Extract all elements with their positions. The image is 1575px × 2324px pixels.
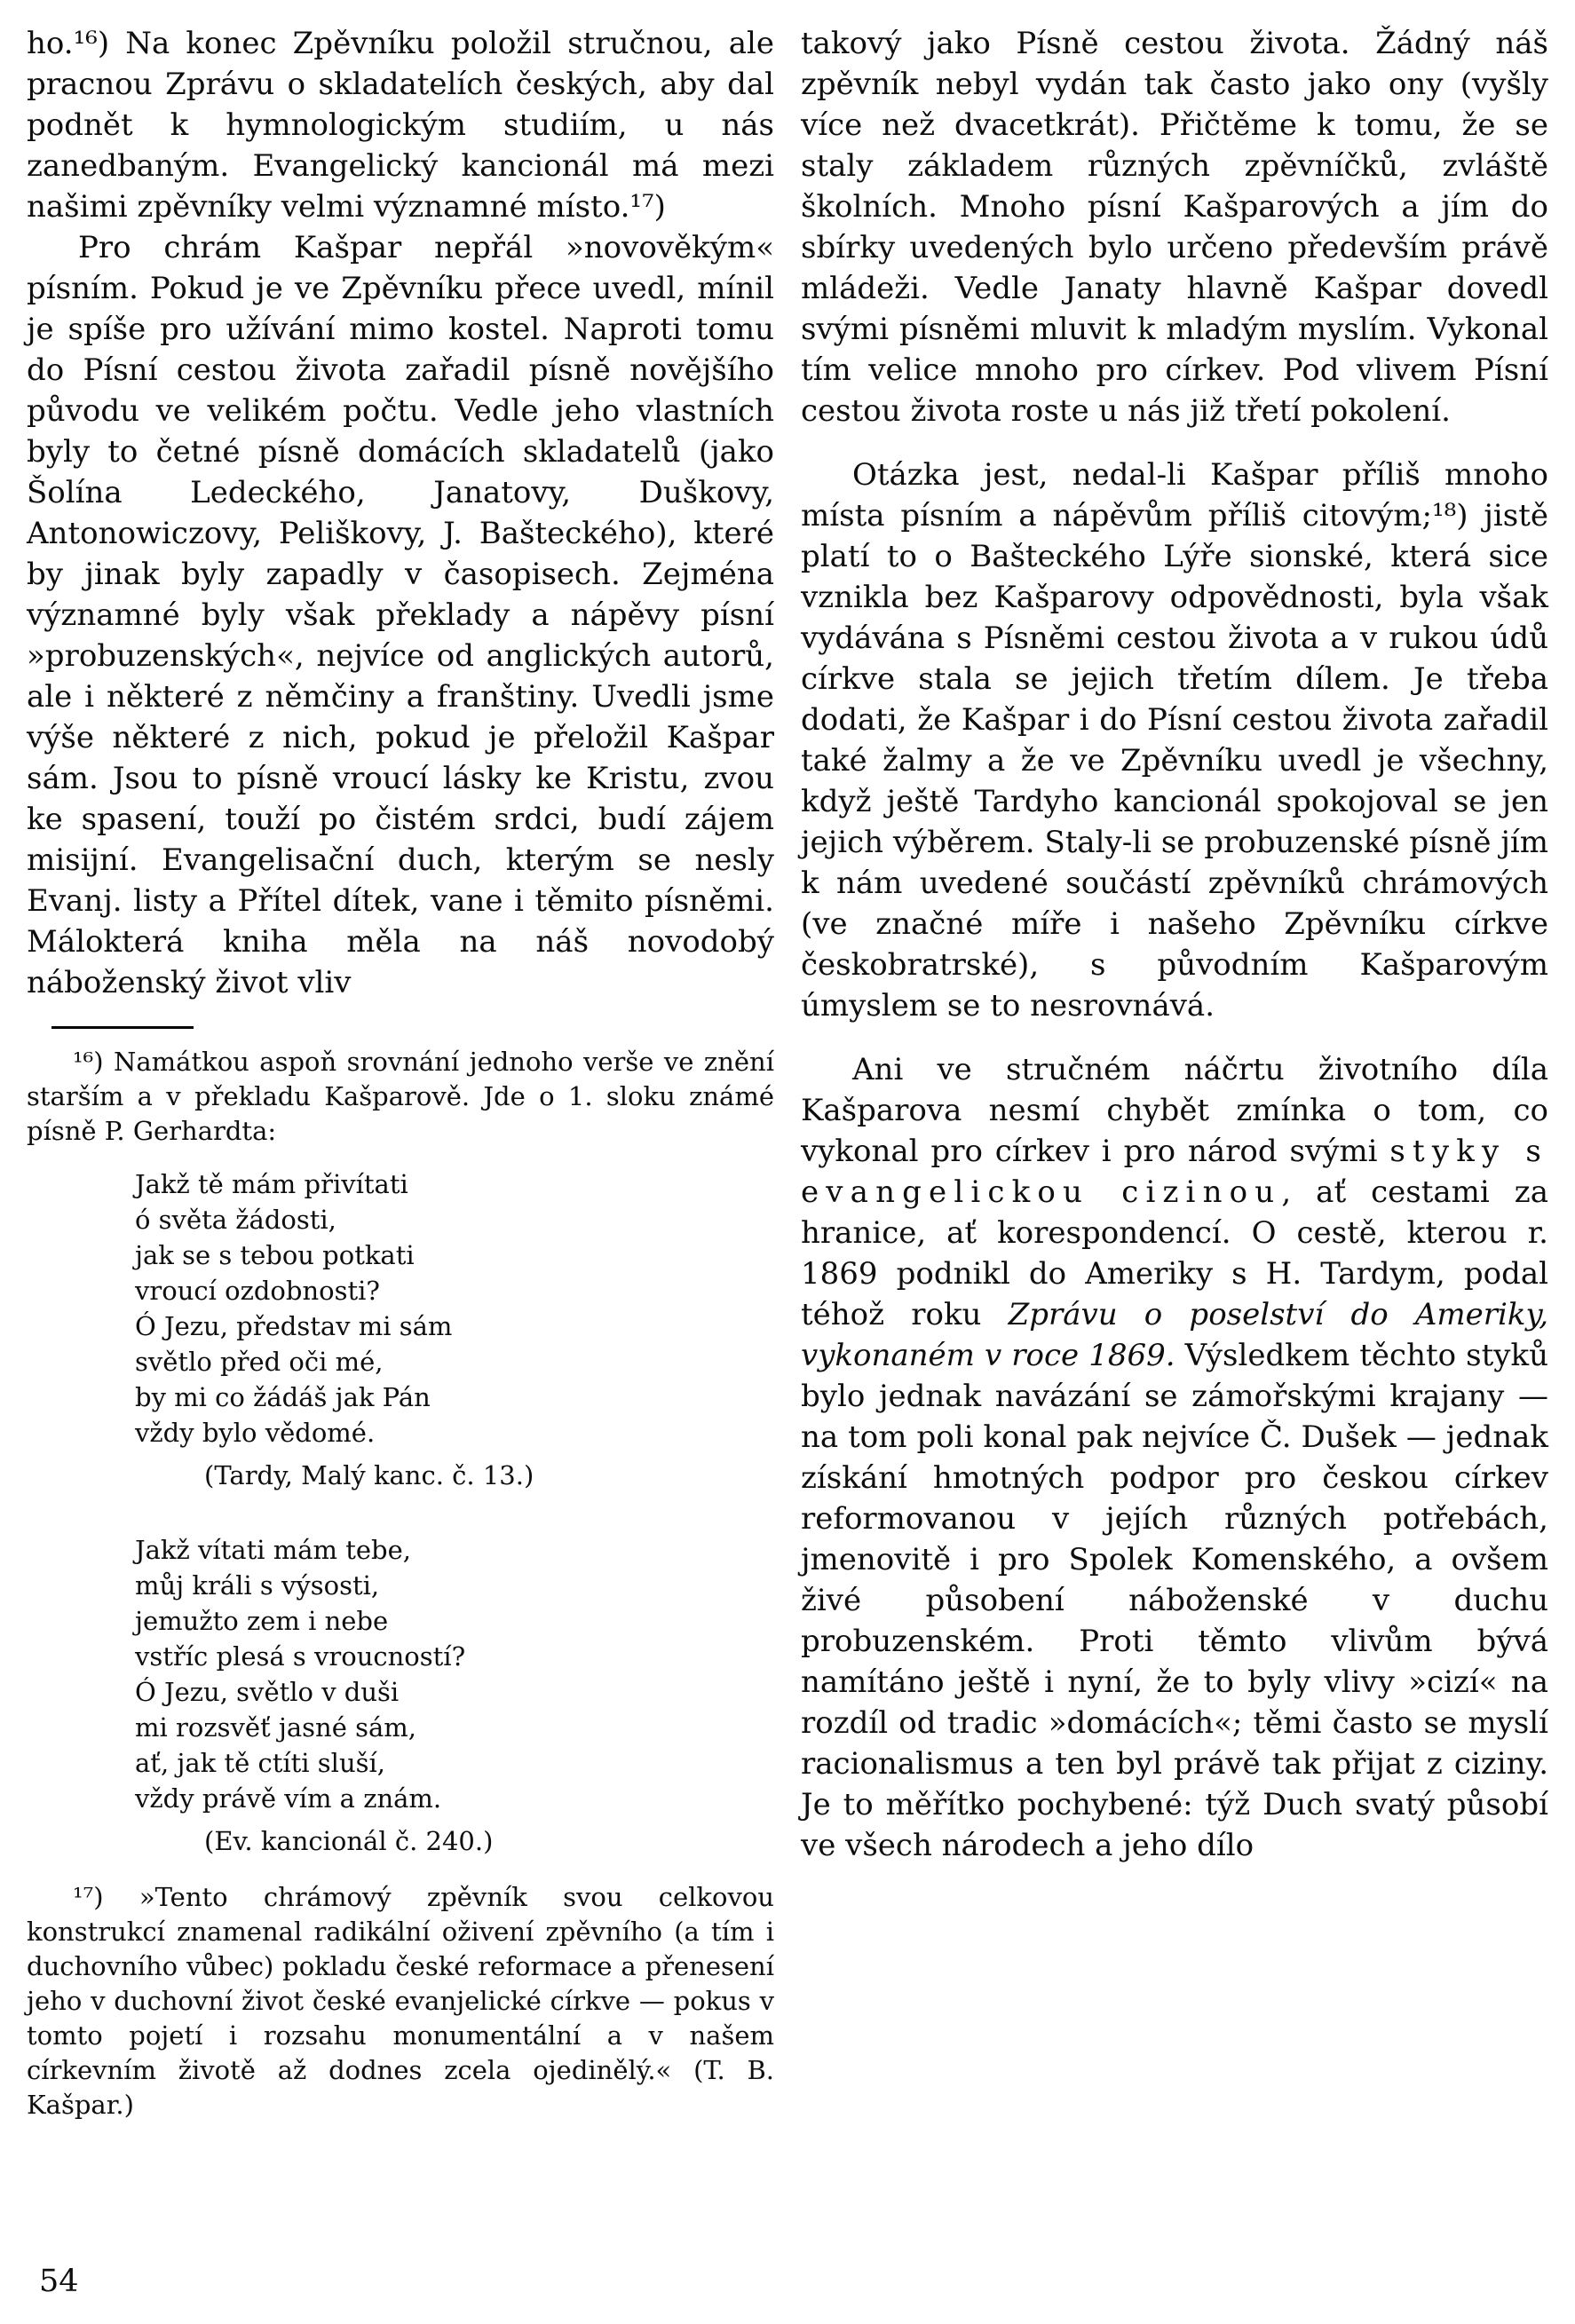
left-paragraph-2: Pro chrám Kašpar nepřál »novověkým« písním. Pokud je ve Zpěvníku přece uvedl, mínil je spíše pro užívání mimo kostel. Naproti tomu do Písní cestou života zařadil písně novějšího původu ve velikém počtu. Vedle jeho vlastních byly to četné písně domácích skladatelů (jako Šolína Ledeckého, Janatovy, Duškovy, Antonowiczovy, Peliškovy, J. Bašteckého), které by jinak byly zapadly v časopisech. Zejména významné byly však překlady a nápěvy písní »probuzenských«, nejvíce od anglických autorů, ale i některé z němčiny a franštiny. Uvedli jsme výše některé z nich, pokud je přeložil Kašpar sám. Jsou to písně vroucí lásky ke Kristu, zvou ke spasení, touží po čistém srdci, budí zájem misijní. Evangelisační duch, kterým se nesly Evanj. listy a Přítel dítek, vane i těmito písněmi. Málokterá kniha měla na náš novodobý náboženský život vliv xyxy=(27,230,774,1000)
verse-line: můj králi s výsosti, xyxy=(135,1570,380,1601)
verse-line: vždy bylo vědomé. xyxy=(135,1418,376,1448)
verse-line: ať, jak tě ctíti sluší, xyxy=(135,1748,386,1778)
verse-line: Ó Jezu, představ mi sám xyxy=(135,1311,453,1341)
verse-line: Jakž vítati mám tebe, xyxy=(135,1535,411,1565)
footnote-16-intro: ¹⁶) Namátkou aspoň srovnání jednoho verše ve znění starším a v překladu Kašparově. Jde o 1. sloku známé písně P. Gerhardta: xyxy=(27,1047,774,1146)
spaced-emphasis-text: styky s evangelickou cizinou xyxy=(801,1134,1548,1210)
footnote-separator-rule xyxy=(51,1026,194,1029)
two-column-layout xyxy=(27,23,1548,2297)
verse-1-source-citation: (Tardy, Malý kanc. č. 13.) xyxy=(204,1460,534,1490)
footnote-17: ¹⁷) »Tento chrámový zpěvník svou celkovou konstrukcí znamenal radikální oživení zpěvního (a tím i duchovního vůbec) pokladu české reformace a přenesení jeho v duchovní život české evanjelické církve — pokus v tomto pojetí i rozsahu monumentální a v našem církevním životě až dodnes zcela ojedinělý.« (T. B. Kašpar.) xyxy=(27,1882,774,2120)
paragraph-text-segment: , ať cestami za hranice, ať korespondencí. O cestě, kterou r. 1869 podnikl do Ameriky s H. Tardym, podal téhož roku xyxy=(801,1174,1548,1332)
verse-block-2 xyxy=(135,1532,774,1816)
right-paragraph-2: Otázka jest, nedal-li Kašpar příliš mnoho místa písním a nápěvům příliš citovým;¹⁸) jistě platí to o Bašteckého Lýře sionské, která sice vznikla bez Kašparovy odpovědnosti, byla však vydávána s Písněmi cestou života a v rukou údů církve stala se jejich třetím dílem. Je třeba dodati, že Kašpar i do Písní cestou života zařadil také žalmy a že ve Zpěvníku uvedl je všechny, když ještě Tardyho kancionál spokojoval se jen jejich výběrem. Staly-li se probuzenské písně jím k nám uvedené součástí zpěvníků chrámových (ve značné míře i našeho Zpěvníku církve českobratrské), s původním Kašparovým úmyslem se to nesrovnává. xyxy=(801,457,1548,1024)
verse-line: Jakž tě mám přivítati xyxy=(135,1169,408,1199)
verse-line: mi rozsvěť jasné sám, xyxy=(135,1712,417,1743)
right-column xyxy=(801,23,1548,2297)
italic-work-title: Zprávu o poselství do Ameriky, vykonaném v roce 1869. xyxy=(801,1297,1549,1373)
verse-line: vroucí ozdobnosti? xyxy=(135,1276,380,1306)
verse-line: Ó Jezu, světlo v duši xyxy=(135,1677,400,1707)
verse-line: jak se s tebou potkati xyxy=(135,1240,415,1270)
verse-line: by mi co žádáš jak Pán xyxy=(135,1382,431,1412)
left-paragraph-continuation: ho.¹⁶) Na konec Zpěvníku položil stručnou, ale pracnou Zprávu o skladatelích českých, aby dal podnět k hymnologickým studiím, u nás zanedbaným. Evangelický kancionál má mezi našimi zpěvníky velmi významné místo.¹⁷) xyxy=(27,26,774,225)
verse-2-source-citation: (Ev. kancionál č. 240.) xyxy=(204,1826,494,1856)
verse-block-1 xyxy=(135,1166,774,1451)
page-number: 54 xyxy=(39,2264,79,2299)
left-column xyxy=(27,23,774,2297)
verse-line: jemužto zem i nebe xyxy=(135,1606,389,1636)
right-paragraph-continuation: takový jako Písně cestou života. Žádný náš zpěvník nebyl vydán tak často jako ony (vyšly více než dvacetkrát). Přičtěme k tomu, že se staly základem různých zpěvníčků, zvláště školních. Mnoho písní Kašparových a jím do sbírky uvedených bylo určeno především právě mládeži. Vedle Janaty hlavně Kašpar dovedl svými písněmi mluvit k mladým myslím. Vykonal tím velice mnoho pro církev. Pod vlivem Písní cestou života roste u nás již třetí pokolení. xyxy=(801,26,1548,429)
verse-line: světlo před oči mé, xyxy=(135,1347,384,1377)
right-paragraph-3 xyxy=(801,1049,1548,1866)
verse-line: ó světa žádosti, xyxy=(135,1205,336,1235)
verse-line: vstříc plesá s vroucností? xyxy=(135,1641,466,1672)
verse-line: vždy právě vím a znám. xyxy=(135,1783,442,1814)
paragraph-text-segment: Výsledkem těchto styků bylo jednak navázání se zámořskými krajany — na tom poli konal pak nejvíce Č. Dušek — jednak získání hmotných podpor pro českou církev reformovanou v jejích různých potřebách, jmenovitě i pro Spolek Komenského, a ovšem živé působení náboženské v duchu probuzenském. Proti těmto vlivům bývá namítáno ještě i nyní, že to byly vlivy »cizí« na rozdíl od tradic »domácích«; těmi často se myslí racionalismus a ten byl právě tak přijat z ciziny. Je to měřítko pochybené: týž Duch svatý působí ve všech národech a jeho dílo xyxy=(801,1338,1548,1863)
paragraph-text-segment: Ani ve stručném náčrtu životního díla Kašparova nesmí chybět zmínka o tom, co vykonal pro církev i pro národ svými xyxy=(801,1052,1548,1169)
